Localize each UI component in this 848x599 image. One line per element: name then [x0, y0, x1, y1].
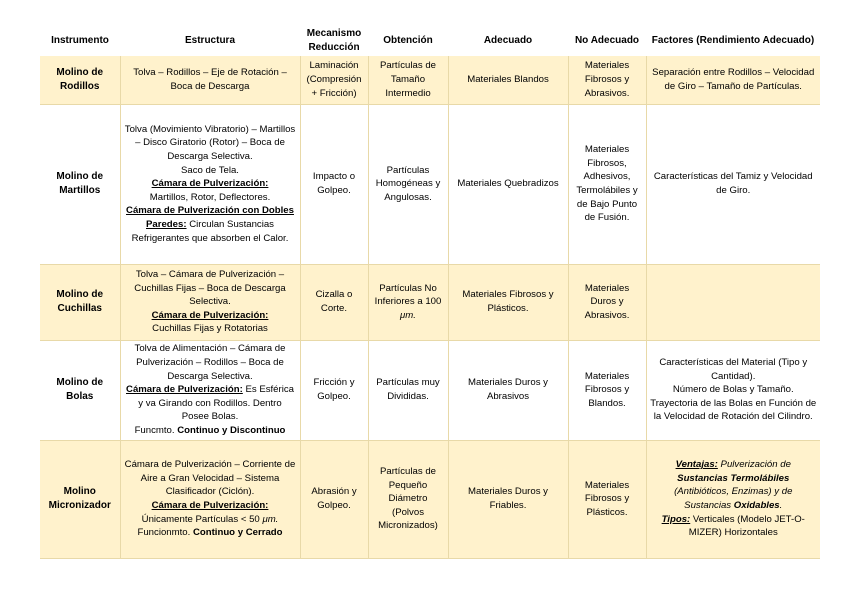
tipos-label: Tipos:	[661, 513, 691, 525]
factores-text: Trayectoria de las Bolas en Función de la Velocidad de Rotación del Cilindro.	[650, 397, 817, 423]
estructura-subheading: Cámara de Pulverización:	[151, 178, 269, 190]
estructura-text: Únicamente Partículas < 50	[141, 513, 260, 525]
cell-instrumento: Molino Micronizador	[40, 440, 120, 558]
factores-text: Características del Material (Tipo y Cantidad).	[659, 357, 808, 382]
table-row	[40, 264, 820, 340]
header-estructura: Estructura	[184, 35, 235, 47]
header-no-adecuado: No Adecuado	[574, 35, 640, 47]
cell-mecanismo: Cizalla o Corte.	[300, 264, 368, 340]
estructura-subheading: Cámara de Pulverización:	[151, 309, 269, 321]
molinos-table	[40, 26, 820, 559]
funcionamiento-value: Continuo y Discontinuo	[177, 424, 286, 436]
cell-obtencion: Partículas Homogéneas y Angulosas.	[368, 104, 448, 264]
estructura-text: Saco de Tela.	[181, 164, 239, 176]
cell-mecanismo: Fricción y Golpeo.	[300, 340, 368, 440]
estructura-text: Cámara de Pulverización – Corriente de Aire a Gran Velocidad – Sistema Clasificador (Ciclón).	[124, 459, 296, 498]
estructura-text: Es Esférica y va Girando con Rodillos. Dentro Posee Bolas.	[138, 384, 294, 423]
cell-estructura	[120, 340, 300, 440]
factores-text: .	[779, 500, 783, 511]
cell-mecanismo: Abrasión y Golpeo.	[300, 440, 368, 558]
funcionamiento-value: Continuo y Cerrado	[192, 527, 283, 539]
cell-mecanismo: Laminación (Compresión + Fricción)	[300, 56, 368, 104]
factores-emphasis: Oxidables	[733, 500, 780, 511]
header-obtencion: Obtención	[383, 35, 433, 47]
header-instrumento: Instrumento	[51, 35, 109, 47]
cell-factores	[646, 440, 820, 558]
cell-no-adecuado: Materiales Fibrosos, Adhesivos, Termolábiles y de Bajo Punto de Fusión.	[568, 104, 646, 264]
cell-factores: Separación entre Rodillos – Velocidad de Giro – Tamaño de Partículas.	[646, 56, 820, 104]
cell-instrumento: Molino de Martillos	[40, 104, 120, 264]
cell-factores: Características del Tamiz y Velocidad de Giro.	[646, 104, 820, 264]
cell-obtencion: Partículas de Tamaño Intermedio	[368, 56, 448, 104]
estructura-text: Tolva (Movimiento Vibratorio) – Martillos – Disco Giratorio (Rotor) – Boca de Descarga Selectiva.	[124, 123, 296, 163]
cell-instrumento: Molino de Cuchillas	[40, 264, 120, 340]
funcionamiento-label: Funcionmto.	[137, 527, 191, 539]
table-row	[40, 56, 820, 104]
cell-obtencion: Partículas de Pequeño Diámetro (Polvos Micronizados)	[368, 440, 448, 558]
estructura-subheading: Cámara de Pulverización con Dobles Paredes:	[126, 205, 294, 230]
table-row	[40, 440, 820, 558]
estructura-subheading: Cámara de Pulverización:	[126, 384, 243, 396]
header-adecuado: Adecuado	[483, 35, 533, 47]
cell-adecuado: Materiales Duros y Abrasivos	[448, 340, 568, 440]
cell-estructura	[120, 440, 300, 558]
cell-adecuado: Materiales Quebradizos	[448, 104, 568, 264]
unit-micrometer: μm.	[262, 513, 279, 525]
cell-no-adecuado: Materiales Duros y Abrasivos.	[568, 264, 646, 340]
estructura-text: Cuchillas Fijas y Rotatorias	[152, 323, 268, 335]
factores-text: Número de Bolas y Tamaño.	[672, 384, 794, 396]
cell-estructura	[120, 264, 300, 340]
cell-no-adecuado: Materiales Fibrosos y Blandos.	[568, 340, 646, 440]
factores-text: Verticales (Modelo JET-O-MIZER) Horizontales	[688, 513, 805, 539]
cell-instrumento: Molino de Rodillos	[40, 56, 120, 104]
cell-factores	[646, 264, 820, 340]
cell-adecuado: Materiales Fibrosos y Plásticos.	[448, 264, 568, 340]
header-mecanismo: Mecanismo Reducción	[306, 28, 362, 53]
factores-text: Pulverización de	[717, 459, 791, 471]
estructura-text: Circulan Sustancias Refrigerantes que absorben el Calor.	[131, 218, 289, 244]
cell-instrumento: Molino de Bolas	[40, 340, 120, 440]
unit-micrometer: μm.	[400, 309, 416, 321]
factores-text: (Antibióticos, Enzimas) y de Sustancias	[674, 486, 793, 511]
cell-obtencion	[368, 264, 448, 340]
cell-factores	[646, 340, 820, 440]
cell-no-adecuado: Materiales Fibrosos y Abrasivos.	[568, 56, 646, 104]
cell-obtencion: Partículas muy Divididas.	[368, 340, 448, 440]
cell-no-adecuado: Materiales Fibrosos y Plásticos.	[568, 440, 646, 558]
header-row	[40, 26, 820, 56]
factores-emphasis: Sustancias Termolábiles	[677, 472, 790, 484]
cell-adecuado: Materiales Duros y Friables.	[448, 440, 568, 558]
obtencion-text: Partículas No Inferiores a 100	[374, 282, 442, 308]
estructura-subheading: Cámara de Pulverización:	[151, 500, 269, 511]
estructura-text: Tolva – Cámara de Pulverización – Cuchillas Fijas – Boca de Descarga Selectiva.	[134, 269, 286, 308]
page	[40, 26, 820, 559]
estructura-text: Tolva de Alimentación – Cámara de Pulverización – Rodillos – Boca de Descarga Selectiva.	[134, 343, 286, 382]
cell-estructura	[120, 104, 300, 264]
ventajas-label: Ventajas:	[675, 459, 718, 471]
cell-mecanismo: Impacto o Golpeo.	[300, 104, 368, 264]
table-row	[40, 340, 820, 440]
funcionamiento-label: Funcmto.	[134, 424, 175, 436]
estructura-text: Martillos, Rotor, Deflectores.	[149, 191, 271, 203]
table-row	[40, 104, 820, 264]
cell-adecuado: Materiales Blandos	[448, 56, 568, 104]
cell-estructura: Tolva – Rodillos – Eje de Rotación – Boca de Descarga	[120, 56, 300, 104]
header-factores: Factores (Rendimiento Adecuado)	[651, 35, 815, 47]
